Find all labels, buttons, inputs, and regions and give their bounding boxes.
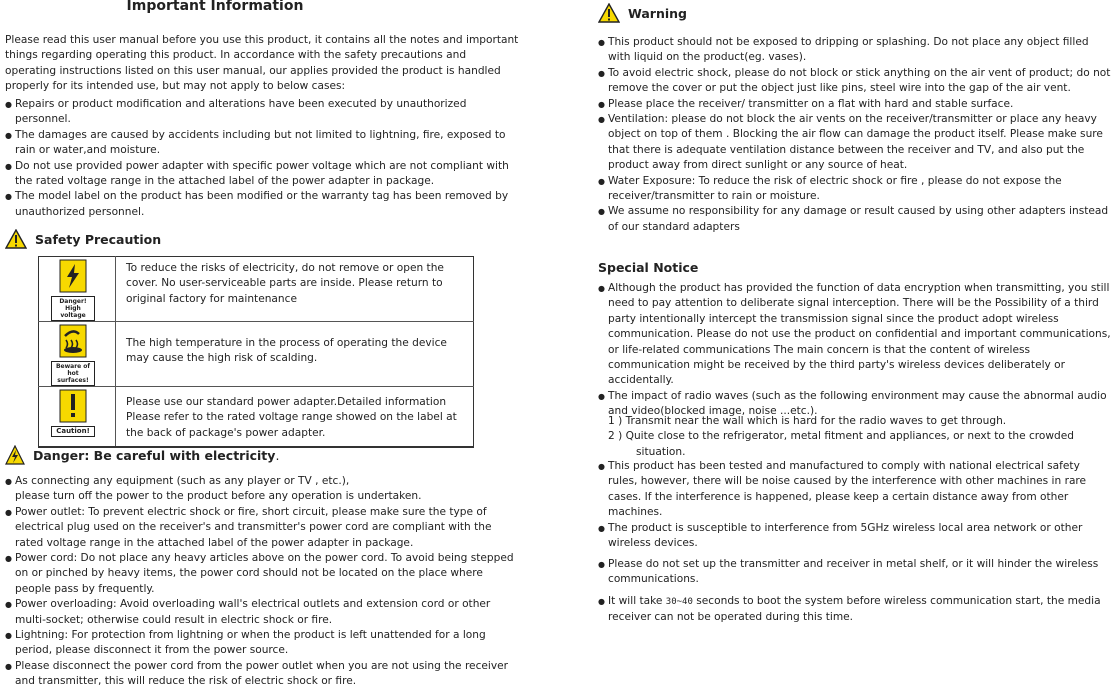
warning-triangle-icon — [598, 3, 620, 23]
safety-text: The high temperature in the process of operating the device may cause the high risk of scalding. — [116, 322, 474, 387]
table-row — [39, 257, 474, 322]
danger-heading — [5, 445, 279, 465]
special-list-4 — [598, 594, 1111, 626]
safety-table — [38, 256, 474, 448]
list-item: ● It will take 30~40 seconds to boot the system before wireless communication start, the media receiver can not be operated during this time. — [598, 594, 1111, 626]
list-item: ● The product is susceptible to interference from 5GHz wireless local area network or other wireless devices. — [598, 521, 1111, 552]
intro-paragraph: Please read this user manual before you use this product, it contains all the notes and important things regarding operating this product. In accordance with the safety precautions and operating instructions listed on this user manual, our applies provided the product is handled properly for its intended use, but may not apply to below cases: — [5, 34, 519, 93]
safety-text: Please use our standard power adapter.Detailed information Please refer to the rated voltage range showed on the label at the back of package's power adapter. — [116, 387, 474, 447]
list-item: ● The model label on the product has been modified or the warranty tag has been removed by unauthorized personnel. — [5, 189, 520, 220]
warning-title: Warning — [628, 5, 687, 21]
caption: High voltage — [60, 305, 86, 319]
danger-title-period: . — [275, 447, 280, 463]
list-item: ● The damages are caused by accidents including but not limited to lightning, fire, exposed to rain or water,and moisture. — [5, 128, 520, 159]
list-item: ● We assume no responsibility for any damage or result caused by using other adapters instead of our standard adapters — [598, 204, 1111, 235]
sub-item: 1 ) Transmit near the wall which is hard for the radio waves to get through. — [608, 415, 1007, 427]
list-item: ● Do not use provided power adapter with specific power voltage which are not compliant with the rated voltage range in the attached label of the power adapter in package. — [5, 159, 520, 190]
list-item: ● To avoid electric shock, please do not block or stick anything on the air vent of product; do not remove the cover or put the object just like pins, steel wire into the gap of the air vent. — [598, 66, 1111, 97]
special-notice-heading — [598, 260, 698, 275]
danger-title: Danger — [33, 447, 85, 463]
safety-precaution-title: Safety Precaution — [35, 231, 162, 247]
hot-surface-icon — [59, 324, 87, 358]
exclamation-icon — [59, 389, 87, 423]
warning-heading — [598, 3, 687, 23]
caption: Beware of — [55, 363, 91, 370]
safety-precaution-heading — [5, 229, 161, 249]
list-item: ● The impact of radio waves (such as the following environment may cause the abnormal audio and video(blocked image, noise ...etc.). — [598, 389, 1111, 420]
high-voltage-icon — [5, 445, 25, 465]
warning-list — [598, 35, 1111, 235]
list-item: ● Although the product has provided the function of data encryption when transmitting, you still need to pay attention to deliberate signal interception. There will be the Possibility of a third party intentionally intercept the transmission signal since the product adopt wireless communication. Please do not use the product on confidential and important communications, or life-related communications The main concern is that the content of wireless communication might be received by the third party's wireless devices deliberately or accidentally. — [598, 281, 1111, 389]
list-item: ● Power outlet: To prevent electric shock or fire, short circuit, please make sure the type of electrical plug used on the receiver's and transmitter's power cord are compliant with the rated voltage range in the attached label of the power adapter in package. — [5, 505, 520, 551]
list-item: ● Repairs or product modification and alterations have been executed by unauthorized personnel. — [5, 97, 520, 128]
list-item: ● This product has been tested and manufactured to comply with national electrical safety rules, however, there will be noise caused by the interference with other machines in rare cases. If the interference is happened, please keep a certain distance away from other machines. — [598, 459, 1111, 521]
high-voltage-icon — [59, 259, 87, 293]
boot-time: 30~40 — [665, 597, 693, 607]
list-item: ● As connecting any equipment (such as any player or TV , etc.), please turn off the power to the product before any operation is undertaken. — [5, 474, 520, 505]
list-item: ● Please place the receiver/ transmitter on a flat with hard and stable surface. — [598, 97, 1111, 112]
special-list — [598, 281, 1111, 420]
special-notice-title: Special Notice — [598, 260, 699, 275]
table-row — [39, 322, 474, 387]
table-row — [39, 387, 474, 447]
special-list-2 — [598, 459, 1111, 551]
safety-text: To reduce the risks of electricity, do not remove or open the cover. No user-serviceable parts are inside. Please return to original factory for maintenance — [116, 257, 474, 322]
sub-item: situation. — [636, 445, 686, 458]
cases-list — [5, 97, 520, 220]
caption: Danger! — [59, 298, 87, 305]
caption: Caution! — [56, 427, 90, 435]
special-list-3 — [598, 557, 1111, 588]
list-item: ● This product should not be exposed to dripping or splashing. Do not place any object filled with liquid on the product(eg. vases). — [598, 35, 1111, 66]
warning-triangle-icon — [5, 229, 27, 249]
danger-list — [5, 474, 520, 690]
list-item: ● Water Exposure: To reduce the risk of electric shock or fire , please do not expose the receiver/transmitter to rain or moisture. — [598, 174, 1111, 205]
list-item: ● Power overloading: Avoid overloading wall's electrical outlets and extension cord or other multi-socket; otherwise could result in electric shock or fire. — [5, 597, 520, 628]
list-item: ● Lightning: For protection from lightning or when the product is left unattended for a long period, please disconnect it from the power source. — [5, 628, 520, 659]
special-sublist — [598, 414, 1111, 460]
important-information-title: Important Information — [126, 0, 304, 14]
danger-subtitle: : Be careful with electricity — [84, 447, 276, 463]
list-item: ● Please disconnect the power cord from the power outlet when you are not using the receiver and transmitter, this will reduce the risk of electric shock or fire. — [5, 659, 520, 690]
list-item: ● Power cord: Do not place any heavy articles above on the power cord. To avoid being stepped on or pinched by heavy items, the power cord should not be located on the place where people pass by frequently. — [5, 551, 520, 597]
list-item: ● Please do not set up the transmitter and receiver in metal shelf, or it will hinder the wireless communications. — [598, 557, 1111, 588]
list-item: ● Ventilation: please do not block the air vents on the receiver/transmitter or place any heavy object on top of them . Blocking the air flow can damage the product itself. Please make sure that there is adequate ventilation distance between the receiver and TV, and also put the product away from direct sunlight or any source of heat. — [598, 112, 1111, 174]
sub-item: 2 ) Quite close to the refrigerator, metal fitment and appliances, or next to the crowded — [608, 430, 1075, 443]
caption: hot surfaces! — [57, 370, 89, 384]
